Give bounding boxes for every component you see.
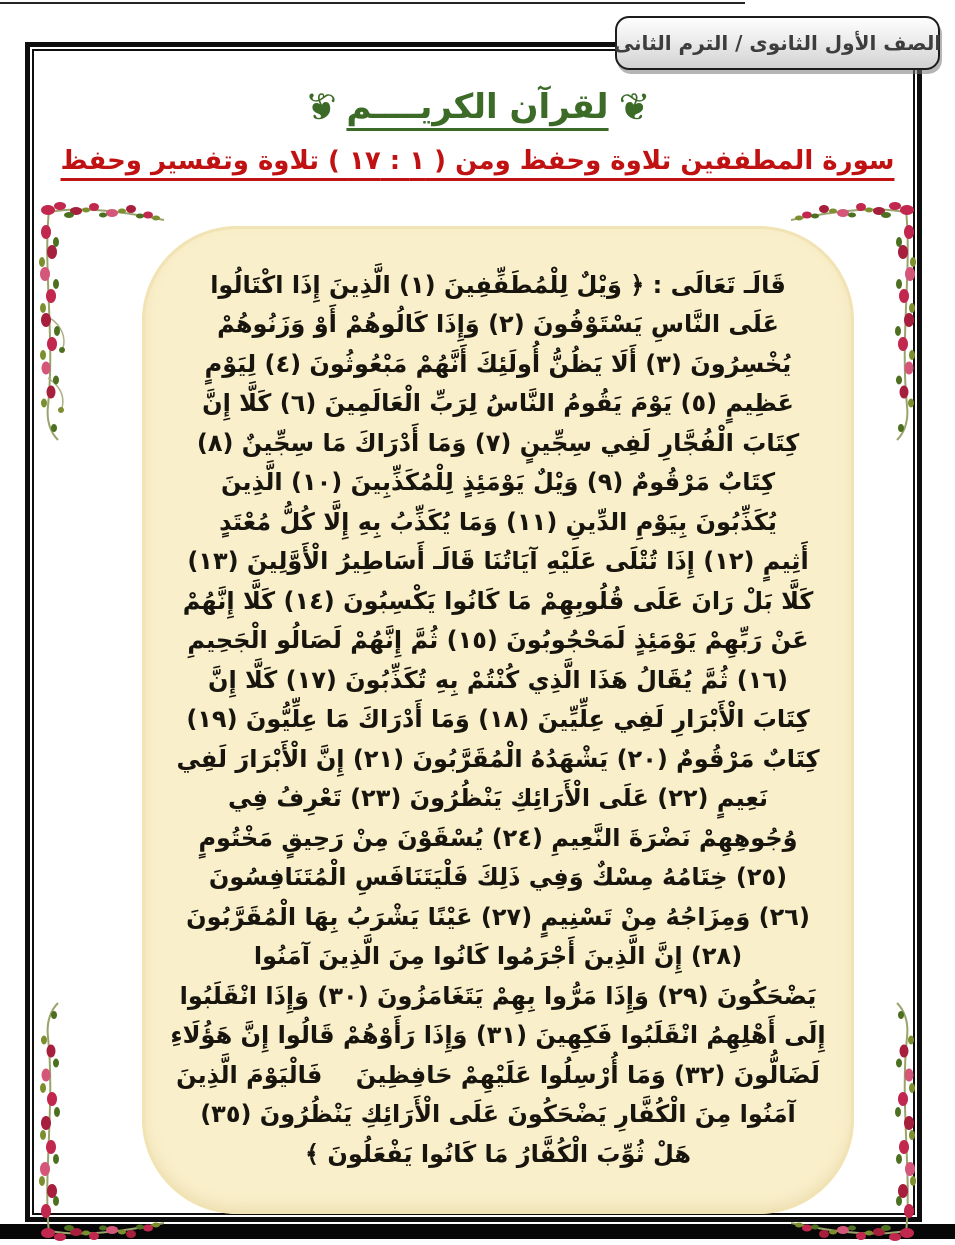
quran-line: (١٦) ثُمَّ يُقَالُ هَذَا الَّذِي كُنْتُمْ بِهِ تُكَذِّبُونَ (١٧) كَلَّا إِنَّ <box>207 665 788 694</box>
quran-line: نَعِيمٍ (٢٢) عَلَى الْأَرَائِكِ يَنْظُرُونَ (٢٣) تَعْرِفُ فِي <box>228 784 768 813</box>
floral-ornament-icon: ❦ <box>304 85 337 129</box>
quran-line: (٢٥) خِتَامُهُ مِسْكٌ وَفِي ذَلِكَ فَلْيَتَنَافَسِ الْمُتَنَافِسُونَ <box>208 863 788 892</box>
quran-line: عَلَى النَّاسِ يَسْتَوْفُونَ (٢) وَإِذَا كَالُوهُمْ أَوْ وَزَنُوهُمْ <box>217 310 779 339</box>
lesson-subtitle: سورة المطففين تلاوة وحفظ ومن ( ١ : ١٧ ) تلاوة وتفسير وحفظ <box>60 146 895 176</box>
quran-line: لَضَالُّونَ (٣٢) وَمَا أُرْسِلُوا عَلَيْهِمْ حَافِظِينَ فَالْيَوْمَ الَّذِينَ <box>176 1060 820 1089</box>
quran-line: كِتَابٌ مَرْقُومٌ (٢٠) يَشْهَدُهُ الْمُقَرَّبُونَ (٢١) إِنَّ الْأَبْرَارَ لَفِي <box>176 744 820 773</box>
quran-line: يُكَذِّبُونَ بِيَوْمِ الدِّينِ (١١) وَمَا يُكَذِّبُ بِهِ إِلَّا كُلُّ مُعْتَدٍ <box>219 507 777 536</box>
quran-line: كِتَابٌ مَرْقُومٌ (٩) وَيْلٌ يَوْمَئِذٍ لِلْمُكَذِّبِينَ (١٠) الَّذِينَ <box>220 468 776 497</box>
quran-line: كِتَابَ الْأَبْرَارِ لَفِي عِلِّيِّينَ (١٨) وَمَا أَدْرَاكَ مَا عِلِّيُّونَ (١٩) <box>186 705 810 734</box>
quran-line: (٢٨) إِنَّ الَّذِينَ أَجْرَمُوا كَانُوا مِنَ الَّذِينَ آمَنُوا <box>253 942 743 971</box>
grade-term-badge <box>615 16 940 70</box>
grade-term-label: الصف الأول الثانوى / الترم الثانى <box>613 31 942 55</box>
subtitle-row <box>0 146 955 176</box>
quran-line: وُجُوهِهِمْ نَضْرَةَ النَّعِيمِ (٢٤) يُسْقَوْنَ مِنْ رَحِيقٍ مَخْتُومٍ <box>198 823 798 852</box>
scan-top-edge-line <box>0 2 745 4</box>
quran-line: قَالَـ تَعَالَى : ﴿ وَيْلٌ لِلْمُطَفِّفِينَ (١) الَّذِينَ إِذَا اكْتَالُوا <box>210 270 786 299</box>
quran-line: كِتَابَ الْفُجَّارِ لَفِي سِجِّينٍ (٧) وَمَا أَدْرَاكَ مَا سِجِّينٌ (٨) <box>196 428 800 457</box>
quran-line: كَلَّا بَلْ رَانَ عَلَى قُلُوبِهِمْ مَا كَانُوا يَكْسِبُونَ (١٤) كَلَّا إِنَّهُمْ <box>182 586 814 615</box>
quran-line: عَنْ رَبِّهِمْ يَوْمَئِذٍ لَمَحْجُوبُونَ (١٥) ثُمَّ إِنَّهُمْ لَصَالُو الْجَحِيمِ <box>187 626 809 655</box>
quran-line: إِلَى أَهْلِهِمُ انْقَلَبُوا فَكِهِينَ (٣١) وَإِذَا رَأَوْهُمْ قَالُوا إِنَّ هَؤُلَاءِ <box>170 1021 826 1050</box>
floral-ornament-icon: ❦ <box>618 85 651 129</box>
page-title: لقرآن الكريــــم <box>346 87 609 127</box>
title-row <box>0 76 955 138</box>
quran-line: هَلْ ثُوِّبَ الْكُفَّارُ مَا كَانُوا يَفْعَلُونَ ﴾ <box>304 1139 691 1168</box>
quran-line: عَظِيمٍ (٥) يَوْمَ يَقُومُ النَّاسُ لِرَبِّ الْعَالَمِينَ (٦) كَلَّا إِنَّ <box>202 389 794 418</box>
quran-line: أَثِيمٍ (١٢) إِذَا تُتْلَى عَلَيْهِ آيَاتُنَا قَالَـ أَسَاطِيرُ الْأَوَّلِينَ (١٣) <box>187 547 809 576</box>
quran-line: يُخْسِرُونَ (٣) أَلَا يَظُنُّ أُولَئِكَ أَنَّهُمْ مَبْعُوثُونَ (٤) لِيَوْمٍ <box>204 349 792 378</box>
quran-line: (٢٦) وَمِزَاجُهُ مِنْ تَسْنِيمٍ (٢٧) عَيْنًا يَشْرَبُ بِهَا الْمُقَرَّبُونَ <box>186 902 810 931</box>
quran-line: يَضْحَكُونَ (٢٩) وَإِذَا مَرُّوا بِهِمْ يَتَغَامَزُونَ (٣٠) وَإِذَا انْقَلَبُوا <box>179 981 817 1010</box>
quran-text <box>142 258 854 1183</box>
verse-panel <box>142 226 854 1214</box>
quran-line: آمَنُوا مِنَ الْكُفَّارِ يَضْحَكُونَ عَلَى الْأَرَائِكِ يَنْظُرُونَ (٣٥) <box>200 1100 796 1129</box>
